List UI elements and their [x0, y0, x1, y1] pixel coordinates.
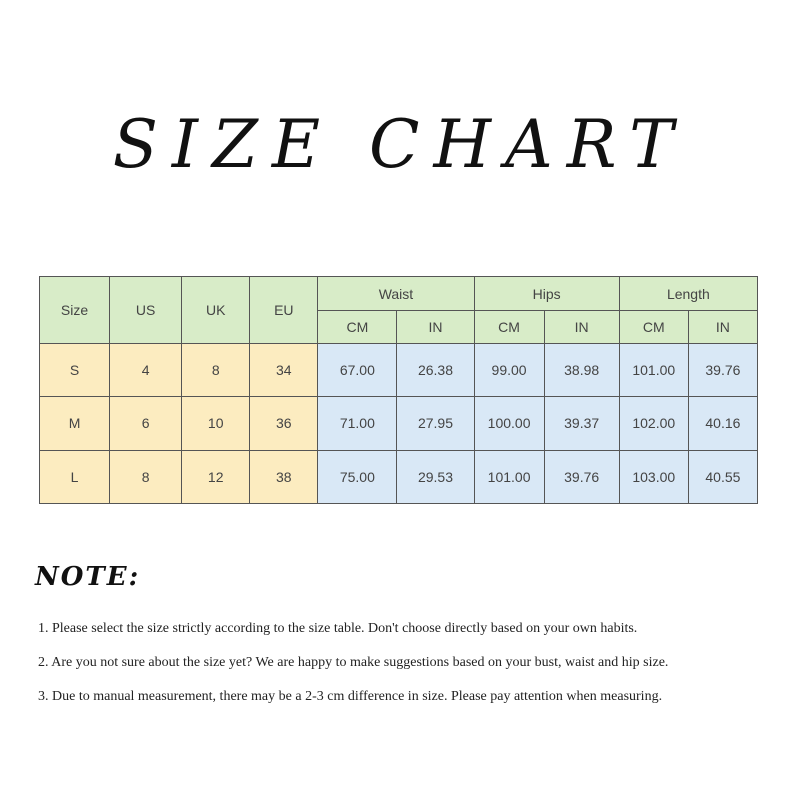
hips-in-cell: 39.76 [544, 450, 619, 503]
waist-cm-cell: 67.00 [318, 343, 397, 396]
hips-in-header: IN [544, 311, 619, 343]
table-row [40, 397, 758, 450]
hips-header: Hips [474, 277, 619, 311]
header-row [40, 277, 758, 311]
waist-header: Waist [318, 277, 474, 311]
size-cell: M [40, 397, 110, 450]
eu-header: EU [250, 277, 318, 344]
hips-cm-cell: 101.00 [474, 450, 544, 503]
table-row [40, 450, 758, 503]
eu-cell: 34 [250, 343, 318, 396]
size-header: Size [40, 277, 110, 344]
uk-cell: 12 [182, 450, 250, 503]
length-cm-cell: 103.00 [619, 450, 688, 503]
eu-cell: 36 [250, 397, 318, 450]
hips-cm-cell: 100.00 [474, 397, 544, 450]
note-line-2: 2. Are you not sure about the size yet? We are happy to make suggestions based on your bust, waist and hip size. [38, 655, 669, 670]
waist-in-cell: 27.95 [397, 397, 474, 450]
size-cell: L [40, 450, 110, 503]
us-cell: 6 [110, 397, 182, 450]
uk-cell: 10 [182, 397, 250, 450]
size-cell: S [40, 343, 110, 396]
length-in-cell: 40.16 [688, 397, 757, 450]
waist-cm-header: CM [318, 311, 397, 343]
us-header: US [110, 277, 182, 344]
note-list [38, 620, 778, 722]
us-cell: 4 [110, 343, 182, 396]
uk-cell: 8 [182, 343, 250, 396]
note-line-1: 1. Please select the size strictly according to the size table. Don't choose directly based on your own habits. [38, 621, 638, 636]
uk-header: UK [182, 277, 250, 344]
note-line-3: 3. Due to manual measurement, there may be a 2-3 cm difference in size. Please pay attention when measuring. [38, 689, 663, 704]
waist-in-cell: 26.38 [397, 343, 474, 396]
length-in-cell: 39.76 [688, 343, 757, 396]
eu-cell: 38 [250, 450, 318, 503]
length-in-header: IN [688, 311, 757, 343]
hips-in-cell: 38.98 [544, 343, 619, 396]
length-cm-cell: 101.00 [619, 343, 688, 396]
waist-in-cell: 29.53 [397, 450, 474, 503]
size-table [39, 276, 758, 504]
hips-in-cell: 39.37 [544, 397, 619, 450]
hips-cm-header: CM [474, 311, 544, 343]
table-row [40, 343, 758, 396]
length-header: Length [619, 277, 757, 311]
waist-cm-cell: 75.00 [318, 450, 397, 503]
length-cm-header: CM [619, 311, 688, 343]
length-in-cell: 40.55 [688, 450, 757, 503]
waist-cm-cell: 71.00 [318, 397, 397, 450]
waist-in-header: IN [397, 311, 474, 343]
hips-cm-cell: 99.00 [474, 343, 544, 396]
us-cell: 8 [110, 450, 182, 503]
note-heading: NOTE: [35, 562, 141, 592]
length-cm-cell: 102.00 [619, 397, 688, 450]
page-title: SIZE CHART [112, 106, 688, 183]
